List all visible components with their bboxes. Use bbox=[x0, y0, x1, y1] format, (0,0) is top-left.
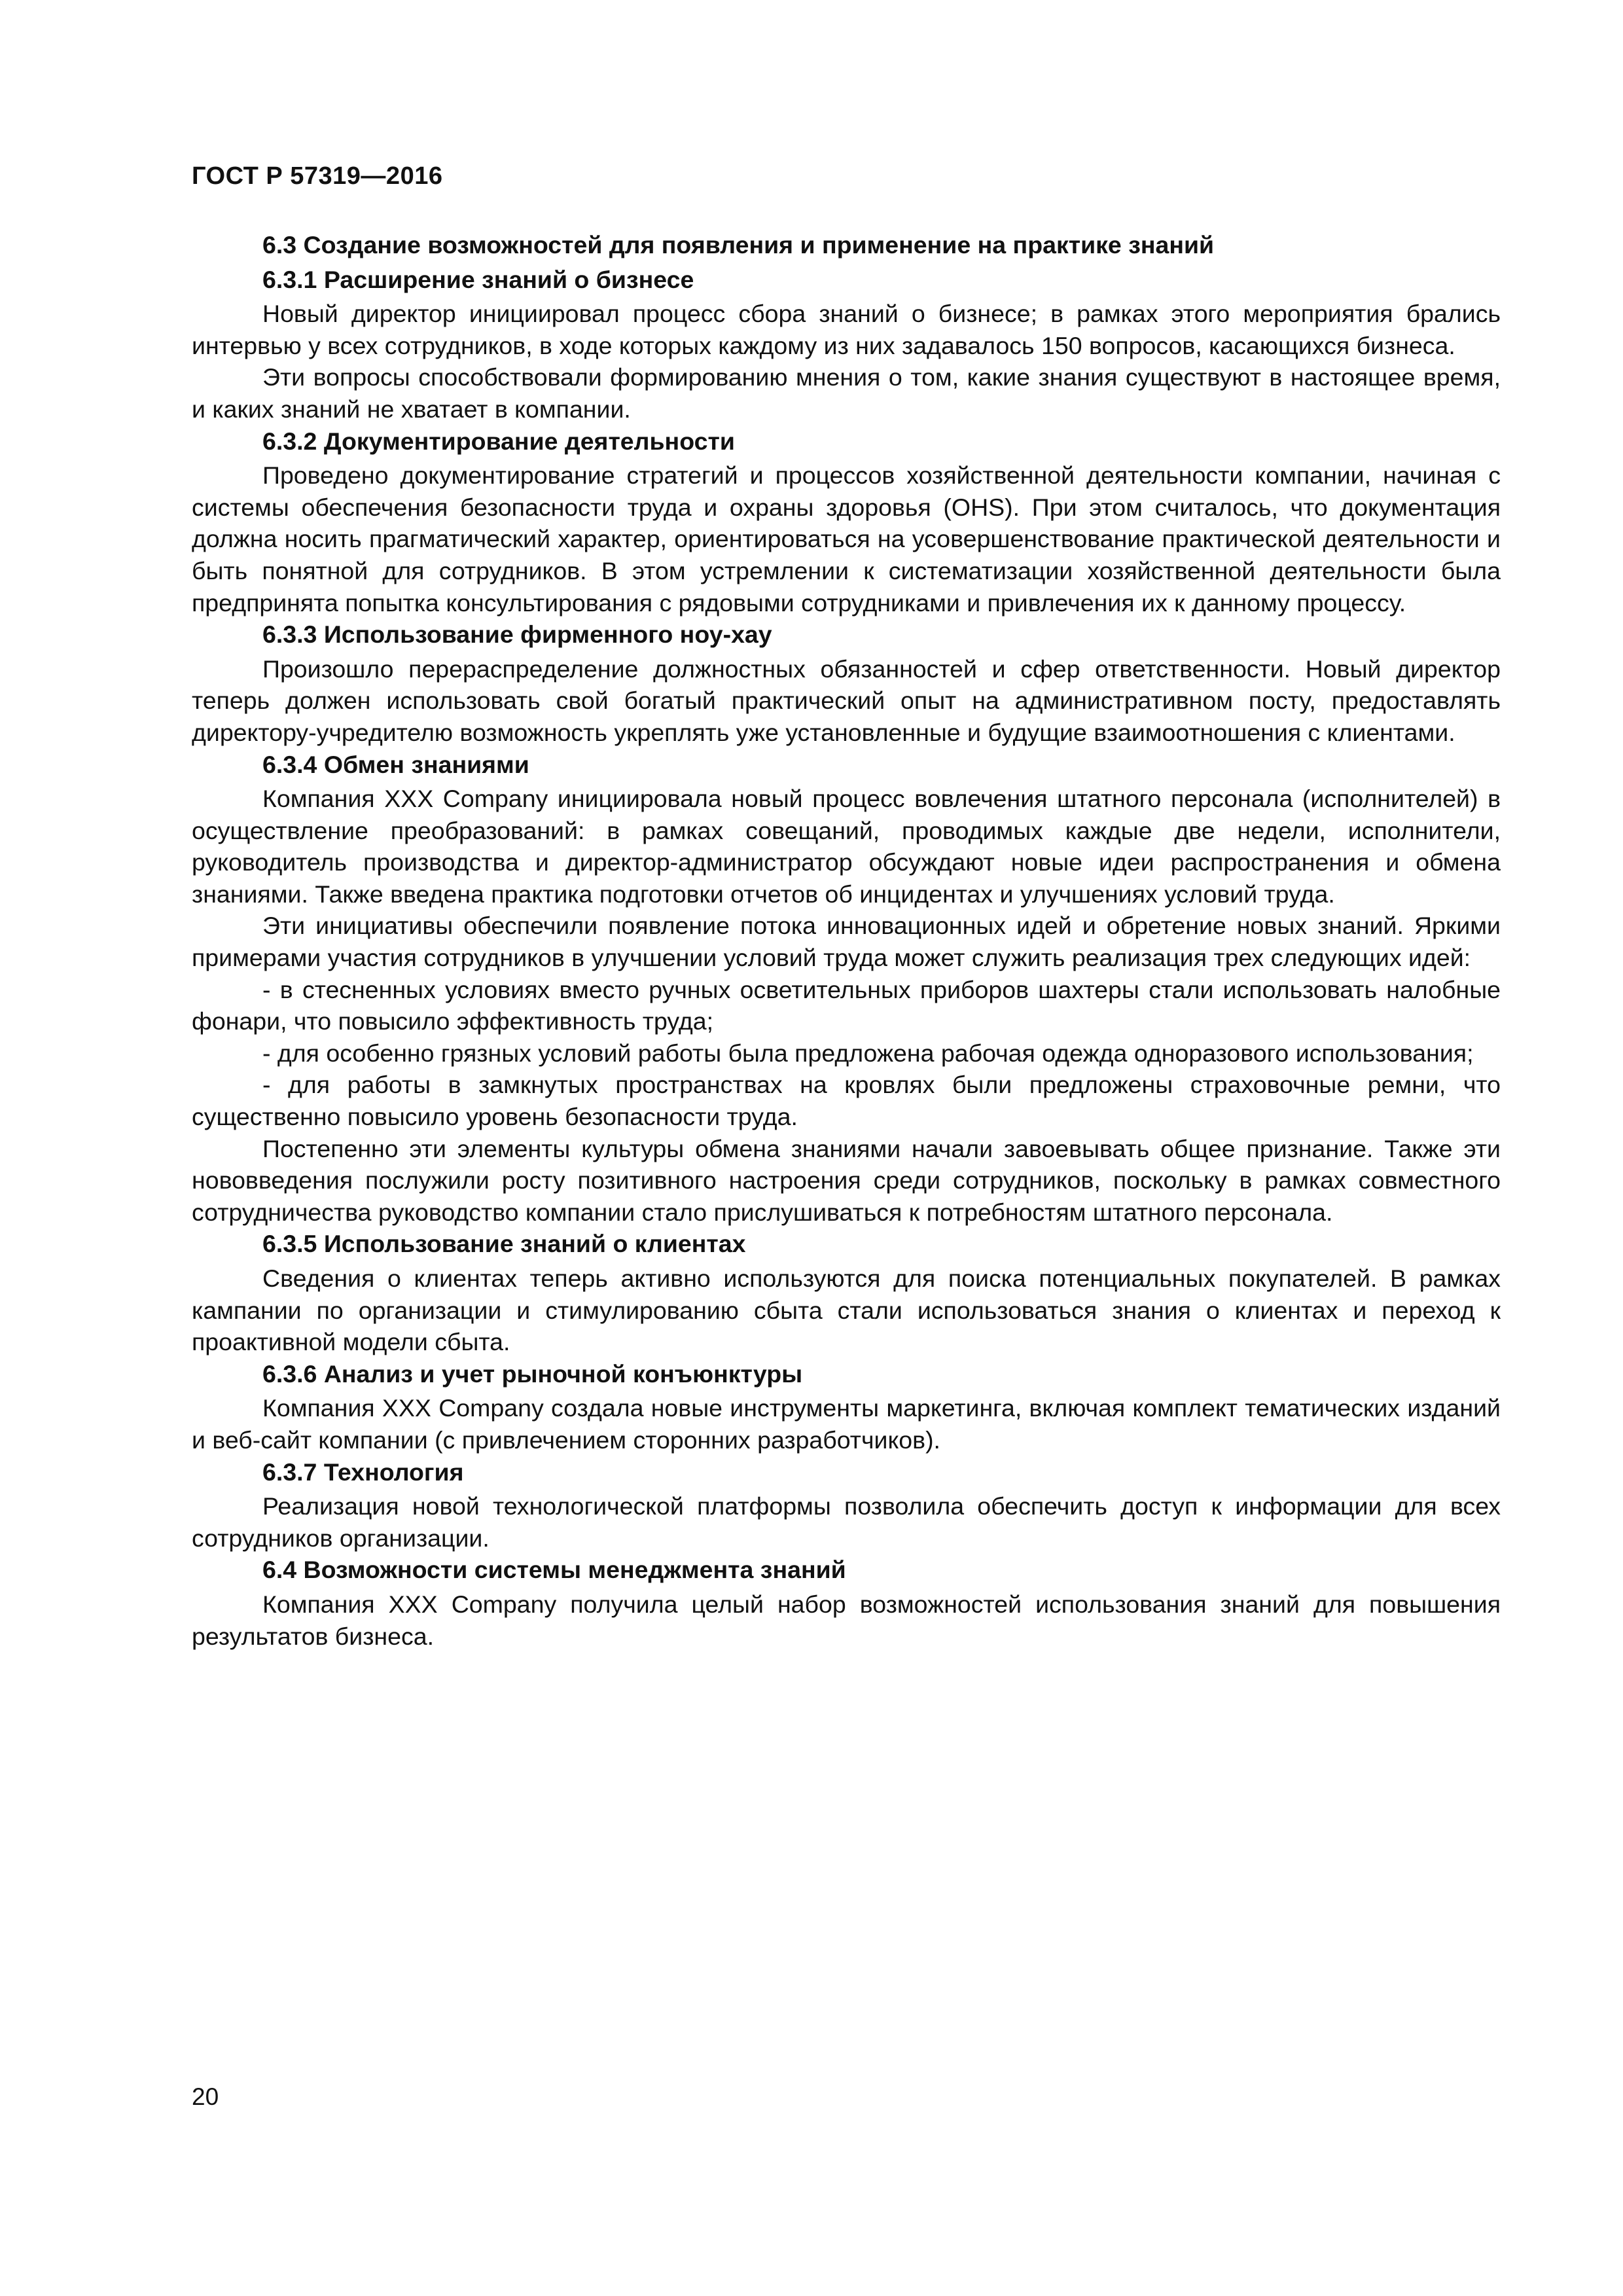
list-item: - для особенно грязных условий работы была предложена рабочая одежда одноразового использования; bbox=[262, 1039, 1474, 1067]
paragraph: Новый директор инициировал процесс сбора знаний о бизнесе; в рамках этого мероприятия брались интервью у всех сотрудников, в ходе которых каждому из них задавалось 150 вопросов, касающихся бизнеса. bbox=[192, 300, 1501, 359]
list-item: - для работы в замкнутых пространствах на кровлях были предложены страховочные ремни, что существенно повысило уровень безопасности труда. bbox=[192, 1071, 1501, 1131]
document-header: ГОСТ Р 57319—2016 bbox=[192, 162, 443, 190]
section-heading-6-3-3: 6.3.3 Использование фирменного ноу-хау bbox=[262, 620, 772, 649]
section-heading-6-3-7: 6.3.7 Технология bbox=[262, 1458, 464, 1486]
section-heading-6-3-5: 6.3.5 Использование знаний о клиентах bbox=[262, 1230, 746, 1258]
paragraph: Проведено документирование стратегий и процессов хозяйственной деятельности компании, начиная с системы обеспечения безопасности труда и охраны здоровья (OHS). При этом считалось, что документация должна носить прагматический характер, ориентироваться на усовершенствование практической деятельности и быть понятной для сотрудников. В этом устремлении к систематизации хозяйственной деятельности была предпринята попытка консультирования с рядовыми сотрудниками и привлечения их к данному процессу. bbox=[192, 461, 1501, 617]
section-heading-6-3: 6.3 Создание возможностей для появления и применение на практике знаний bbox=[262, 231, 1215, 259]
paragraph: Компания XXX Company создала новые инструменты маркетинга, включая комплект тематических изданий и веб-сайт компании (с привлечением сторонних разработчиков). bbox=[192, 1394, 1501, 1454]
section-heading-6-3-4: 6.3.4 Обмен знаниями bbox=[262, 750, 529, 778]
paragraph: Компания XXX Company инициировала новый процесс вовлечения штатного персонала (исполнителей) в осуществление преобразований: в рамках совещаний, проводимых каждые две недели, исполнители, руководитель производства и директор-администратор обсуждают новые идеи распространения и обмена знаниями. Также введена практика подготовки отчетов об инцидентах и улучшениях условий труда. bbox=[192, 785, 1501, 908]
list-item: - в стесненных условиях вместо ручных осветительных приборов шахтеры стали использовать налобные фонари, что повысило эффективность труда; bbox=[192, 975, 1501, 1035]
paragraph: Эти вопросы способствовали формированию мнения о том, какие знания существуют в настоящее время, и каких знаний не хватает в компании. bbox=[192, 363, 1501, 423]
section-heading-6-3-1: 6.3.1 Расширение знаний о бизнесе bbox=[262, 265, 694, 293]
paragraph: Произошло перераспределение должностных обязанностей и сфер ответственности. Новый директор теперь должен использовать свой богатый практический опыт на административном посту, предоставлять директору-учредителю возможность укреплять уже установленные и будущие взаимоотношения с клиентами. bbox=[192, 655, 1501, 746]
document-body bbox=[192, 229, 1501, 1652]
paragraph: Реализация новой технологической платформы позволила обеспечить доступ к информации для всех сотрудников организации. bbox=[192, 1492, 1501, 1552]
section-heading-6-4: 6.4 Возможности системы менеджмента знаний bbox=[262, 1556, 846, 1584]
page-number: 20 bbox=[192, 2083, 219, 2110]
paragraph: Постепенно эти элементы культуры обмена знаниями начали завоевывать общее признание. Также эти нововведения послужили росту позитивного настроения среди сотрудников, поскольку в рамках совместного сотрудничества руководство компании стало прислушиваться к потребностям штатного персонала. bbox=[192, 1134, 1501, 1226]
paragraph: Эти инициативы обеспечили появление потока инновационных идей и обретение новых знаний. Яркими примерами участия сотрудников в улучшении условий труда может служить реализация трех следующих идей: bbox=[192, 912, 1501, 972]
section-heading-6-3-2: 6.3.2 Документирование деятельности bbox=[262, 427, 735, 455]
section-heading-6-3-6: 6.3.6 Анализ и учет рыночной конъюнктуры bbox=[262, 1359, 803, 1388]
paragraph: Сведения о клиентах теперь активно используются для поиска потенциальных покупателей. В рамках кампании по организации и стимулированию сбыта стали использоваться знания о клиентах и переход к проактивной модели сбыта. bbox=[192, 1265, 1501, 1356]
paragraph: Компания XXX Company получила целый набор возможностей использования знаний для повышения результатов бизнеса. bbox=[192, 1590, 1501, 1650]
